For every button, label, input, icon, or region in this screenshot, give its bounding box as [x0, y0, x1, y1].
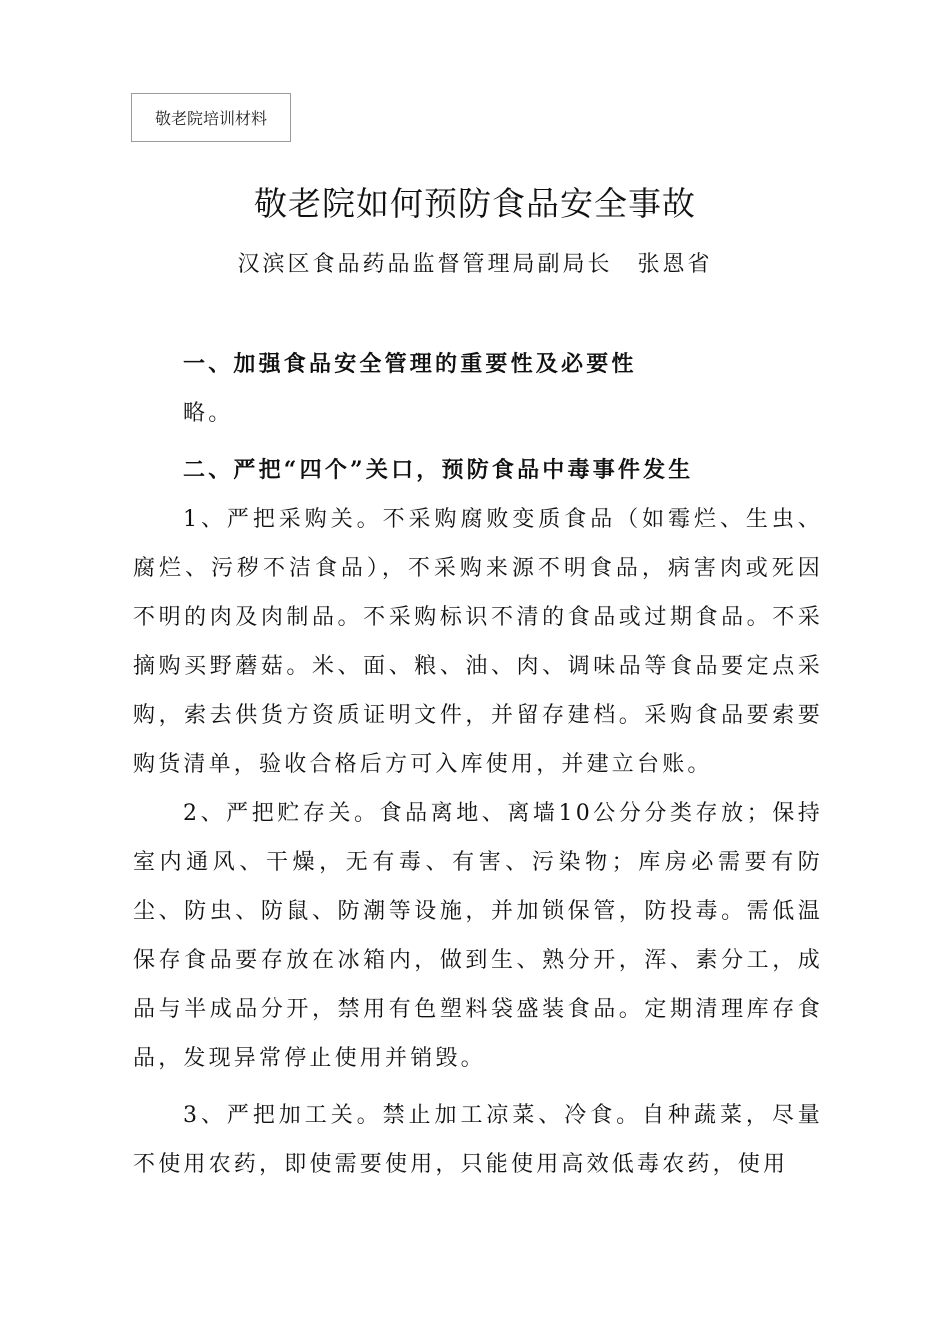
paragraph-processing: 3、严把加工关。禁止加工凉菜、冷食。自种蔬菜，尽量不使用农药，即使需要使用，只能使用高效低毒农药，使用	[133, 1103, 823, 1177]
section-body-omitted: 略。	[183, 401, 234, 426]
author-line: 汉滨区食品药品监督管理局副局长 张恩省	[237, 252, 713, 277]
section-heading-1: 一、加强食品安全管理的重要性及必要性	[183, 351, 637, 377]
section-heading-2: 二、严把“四个”关口，预防食品中毒事件发生	[183, 457, 694, 483]
paragraph-purchase: 1、严把采购关。不采购腐败变质食品（如霉烂、生虫、腐烂、污秽不洁食品），不采购来源不明食品，病害肉或死因不明的肉及肉制品。不采购标识不清的食品或过期食品。不采摘购买野蘑菇。米、面、粮、油、肉、调味品等食品要定点采购，索去供货方资质证明文件，并留存建档。采购食品要索要购货清单，验收合格后方可入库使用，并建立台账。	[133, 507, 823, 777]
paragraph-storage: 2、严把贮存关。食品离地、离墙10公分分类存放；保持室内通风、干燥，无有毒、有害、污染物；库房必需要有防尘、防虫、防鼠、防潮等设施，并加锁保管，防投毒。需低温保存食品要存放在冰箱内，做到生、熟分开，浑、素分工，成品与半成品分开，禁用有色塑料袋盛装食品。定期清理库存食品，发现异常停止使用并销毁。	[133, 801, 823, 1071]
document-tag: 敬老院培训材料	[131, 93, 291, 142]
document-body	[133, 340, 823, 1189]
document-title: 敬老院如何预防食品安全事故	[254, 184, 696, 223]
